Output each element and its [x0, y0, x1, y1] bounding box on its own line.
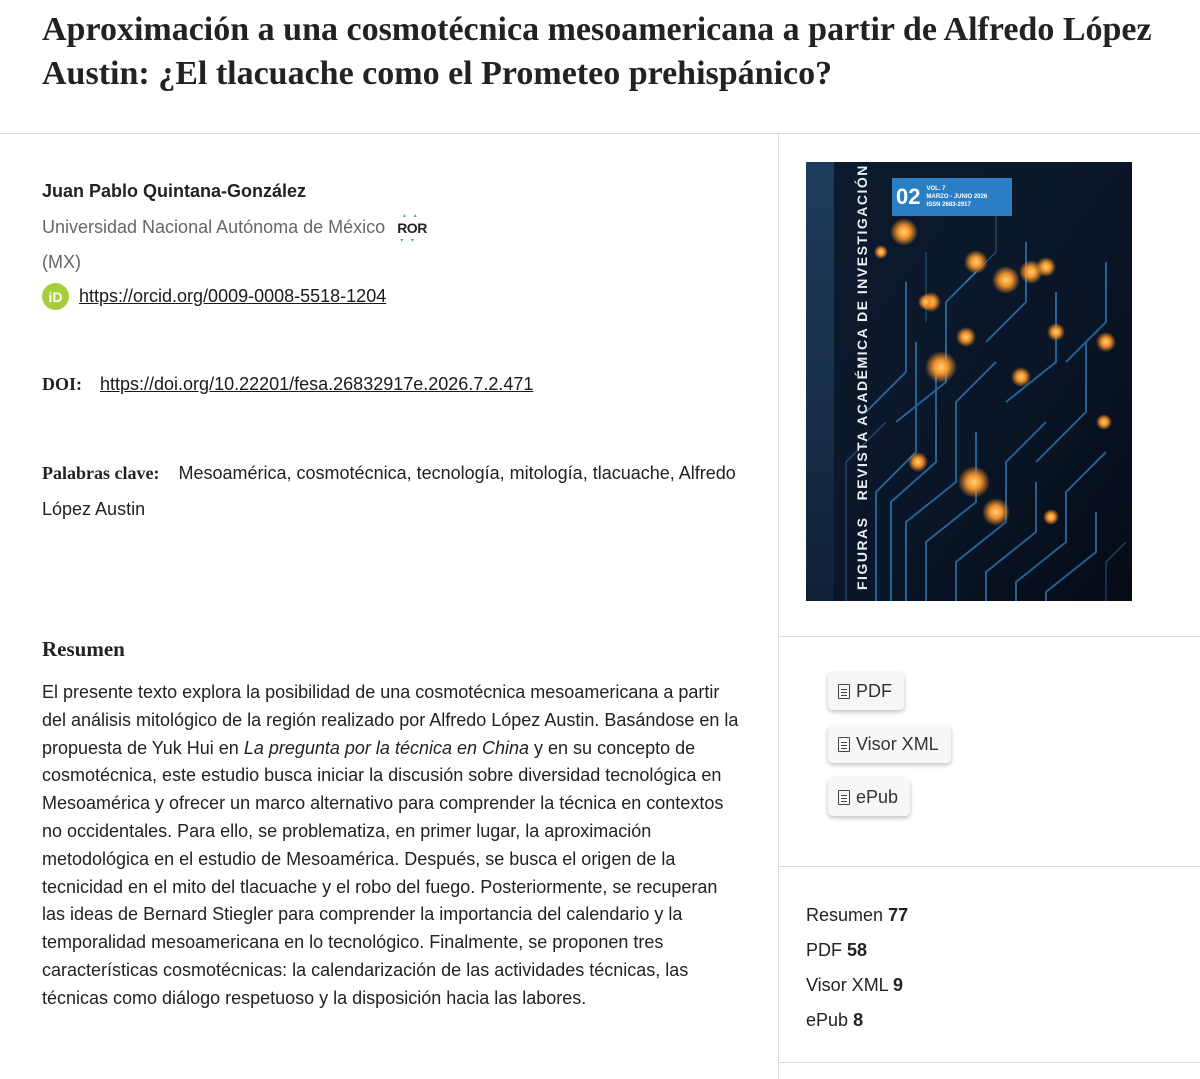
keywords — [42, 455, 742, 527]
abstract-book-title: La pregunta por la técnica en China — [243, 737, 530, 758]
stat-row-epub — [806, 1003, 908, 1038]
keywords-label: Palabras clave: — [42, 463, 160, 483]
pdf-button-label: PDF — [856, 680, 892, 701]
cover-period: MARZO - JUNIO 2026 — [926, 194, 988, 200]
epub-button[interactable] — [828, 778, 910, 816]
stat-count: 8 — [853, 1010, 864, 1030]
sidebar-divider-stats — [778, 1062, 1200, 1063]
xml-viewer-button-label: Visor XML — [856, 733, 939, 754]
abstract-part-1: El presente texto explora la posibilidad de una cosmotécnica mesoamericana a partir del análisis mitológico de la región realizado por Alfredo López Austin. Basándose en la propuesta de Yuk Hui en — [42, 682, 739, 758]
stat-label: ePub — [806, 1010, 849, 1030]
author-affiliation-row — [42, 217, 427, 238]
author-name: Juan Pablo Quintana-González — [42, 181, 307, 201]
keywords-value: Mesoamérica, cosmotécnica, tecnología, mitología, tlacuache, Alfredo López Austin — [42, 463, 736, 519]
sidebar-divider — [778, 133, 779, 1079]
orcid-link[interactable]: https://orcid.org/0009-0008-5518-1204 — [79, 286, 387, 306]
author-affiliation: Universidad Nacional Autónoma de México — [42, 217, 386, 237]
cover-journal-name: FIGURAS — [854, 516, 870, 590]
cover-journal-title — [854, 164, 870, 590]
pdf-button[interactable] — [828, 672, 904, 710]
cover-issue-number: 02 — [896, 184, 921, 209]
sidebar-divider-galleys — [778, 866, 1200, 867]
doi-row — [42, 374, 533, 395]
cover-journal-subtitle: REVISTA ACADÉMICA DE INVESTIGACIÓN — [854, 164, 870, 501]
stat-label: Visor XML — [806, 975, 889, 995]
cover-band — [806, 162, 834, 601]
abstract-part-2: y en su concepto de cosmotécnica, este estudio busca iniciar la discusión sobre diversidad tecnológica en Mesoamérica y ofrecer un marco alternativo para comprender la técnica en contextos no occidentales. Para ello, se problematiza, en primer lugar, la aproximación metodológica en el estudio de Mesoamérica. Después, se busca el origen de la tecnicidad en el mito del tlacuache y el robo del fuego. Posteriormente, se recuperan las ideas de Bernard Stiegler para comprender la importancia del calendario y la temporalidad mesoamericana en lo tecnológico. Finalmente, se proponen tres características cosmotécnicas: la calendarización de las actividades técnicas, las técnicas como diálogo respetuoso y la disposición hacia las labores. — [42, 737, 724, 1008]
stat-row-xml — [806, 968, 908, 1003]
pdf-icon — [838, 684, 850, 699]
orcid-row — [42, 283, 386, 310]
ror-icon[interactable]: ▾ ▾ ROR ▾ ▾ — [397, 218, 427, 238]
stat-count: 9 — [893, 975, 904, 995]
usage-stats — [806, 898, 908, 1038]
orcid-icon: iD — [42, 283, 69, 310]
doi-link[interactable]: https://doi.org/10.22201/fesa.26832917e.2026.7.2.471 — [100, 374, 534, 394]
xml-viewer-button[interactable] — [828, 725, 951, 763]
issue-cover[interactable] — [806, 162, 1132, 601]
header-divider — [0, 133, 1200, 134]
cover-volume: VOL. 7 — [926, 186, 946, 192]
cover-issn: ISSN 2683-2917 — [926, 202, 971, 208]
epub-button-label: ePub — [856, 786, 899, 807]
doi-label: DOI: — [42, 374, 82, 394]
sidebar-divider-cover — [778, 636, 1200, 637]
stat-label: PDF — [806, 940, 842, 960]
abstract-text — [42, 679, 742, 1013]
author-country: (MX) — [42, 252, 81, 272]
document-icon — [838, 790, 850, 805]
abstract-heading: Resumen — [42, 637, 125, 661]
document-icon — [838, 737, 850, 752]
stat-count: 77 — [888, 905, 909, 925]
cover-issue-box — [892, 178, 1012, 216]
article-title: Aproximación a una cosmotécnica mesoamericana a partir de Alfredo López Austin: ¿El tlacuache como el Prometeo prehispánico? — [42, 11, 1152, 92]
stat-label: Resumen — [806, 905, 884, 925]
stat-row-pdf — [806, 933, 908, 968]
stat-row-resumen — [806, 898, 908, 933]
stat-count: 58 — [847, 940, 868, 960]
